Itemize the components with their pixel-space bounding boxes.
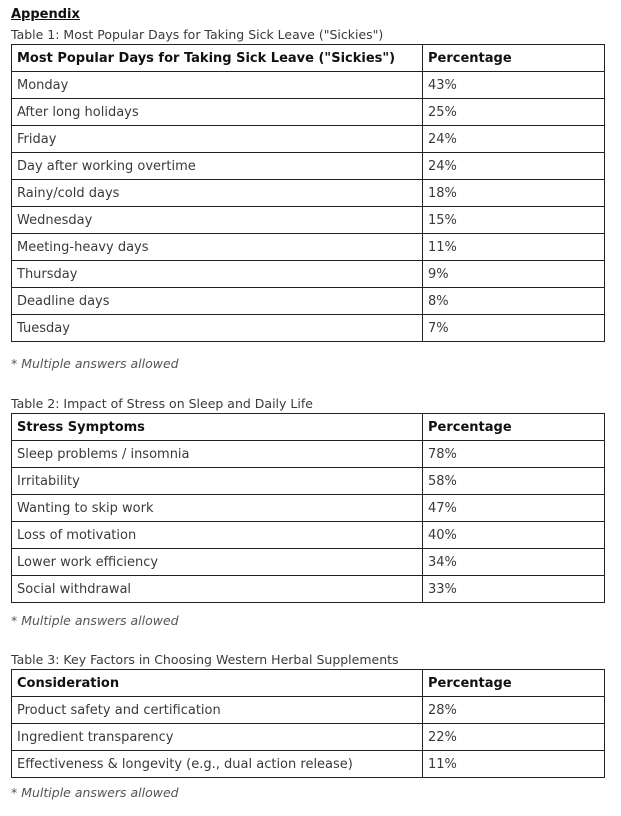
row-percentage: 47% — [423, 495, 605, 522]
table-row — [12, 697, 605, 724]
table3-header-percentage: Percentage — [423, 670, 605, 697]
table1-header-label: Most Popular Days for Taking Sick Leave ("Sickies") — [12, 45, 423, 72]
row-percentage: 28% — [423, 697, 605, 724]
row-label: Deadline days — [12, 288, 423, 315]
row-label: Friday — [12, 126, 423, 153]
row-label: Sleep problems / insomnia — [12, 441, 423, 468]
row-label: Monday — [12, 72, 423, 99]
row-label: Wanting to skip work — [12, 495, 423, 522]
row-percentage: 25% — [423, 99, 605, 126]
row-label: Tuesday — [12, 315, 423, 342]
table-row — [12, 180, 605, 207]
table2-header-label: Stress Symptoms — [12, 414, 423, 441]
row-percentage: 7% — [423, 315, 605, 342]
table1-header-row — [12, 45, 605, 72]
table2-caption: Table 2: Impact of Stress on Sleep and Daily Life — [11, 396, 313, 411]
table-row — [12, 495, 605, 522]
row-percentage: 40% — [423, 522, 605, 549]
row-label: Lower work efficiency — [12, 549, 423, 576]
table3 — [11, 669, 605, 778]
row-label: Rainy/cold days — [12, 180, 423, 207]
table2 — [11, 413, 605, 603]
row-label: Loss of motivation — [12, 522, 423, 549]
table-row — [12, 153, 605, 180]
table2-header-percentage: Percentage — [423, 414, 605, 441]
row-percentage: 24% — [423, 153, 605, 180]
table-row — [12, 288, 605, 315]
row-label: Meeting-heavy days — [12, 234, 423, 261]
table-row — [12, 315, 605, 342]
row-percentage: 11% — [423, 234, 605, 261]
table-row — [12, 576, 605, 603]
row-label: Wednesday — [12, 207, 423, 234]
table3-header-label: Consideration — [12, 670, 423, 697]
row-percentage: 11% — [423, 751, 605, 778]
row-percentage: 34% — [423, 549, 605, 576]
row-label: After long holidays — [12, 99, 423, 126]
row-label: Effectiveness & longevity (e.g., dual action release) — [12, 751, 423, 778]
row-percentage: 15% — [423, 207, 605, 234]
row-label: Social withdrawal — [12, 576, 423, 603]
table3-footnote: * Multiple answers allowed — [11, 785, 179, 800]
table-row — [12, 549, 605, 576]
row-percentage: 58% — [423, 468, 605, 495]
table3-header-row — [12, 670, 605, 697]
table-row — [12, 261, 605, 288]
row-percentage: 78% — [423, 441, 605, 468]
table3-caption: Table 3: Key Factors in Choosing Western Herbal Supplements — [11, 652, 399, 667]
row-label: Product safety and certification — [12, 697, 423, 724]
appendix-heading: Appendix — [11, 7, 80, 22]
table2-header-row — [12, 414, 605, 441]
row-label: Day after working overtime — [12, 153, 423, 180]
row-percentage: 8% — [423, 288, 605, 315]
table-row — [12, 724, 605, 751]
table-row — [12, 207, 605, 234]
table-row — [12, 441, 605, 468]
table1-caption: Table 1: Most Popular Days for Taking Sick Leave ("Sickies") — [11, 27, 384, 42]
row-percentage: 9% — [423, 261, 605, 288]
table-row — [12, 72, 605, 99]
table-row — [12, 522, 605, 549]
table-row — [12, 468, 605, 495]
row-percentage: 43% — [423, 72, 605, 99]
table1 — [11, 44, 605, 342]
table-row — [12, 234, 605, 261]
table-row — [12, 126, 605, 153]
table1-header-percentage: Percentage — [423, 45, 605, 72]
table1-footnote: * Multiple answers allowed — [11, 356, 179, 371]
row-percentage: 24% — [423, 126, 605, 153]
table2-footnote: * Multiple answers allowed — [11, 613, 179, 628]
row-percentage: 22% — [423, 724, 605, 751]
row-percentage: 33% — [423, 576, 605, 603]
row-percentage: 18% — [423, 180, 605, 207]
table-row — [12, 99, 605, 126]
table-row — [12, 751, 605, 778]
row-label: Ingredient transparency — [12, 724, 423, 751]
row-label: Thursday — [12, 261, 423, 288]
row-label: Irritability — [12, 468, 423, 495]
